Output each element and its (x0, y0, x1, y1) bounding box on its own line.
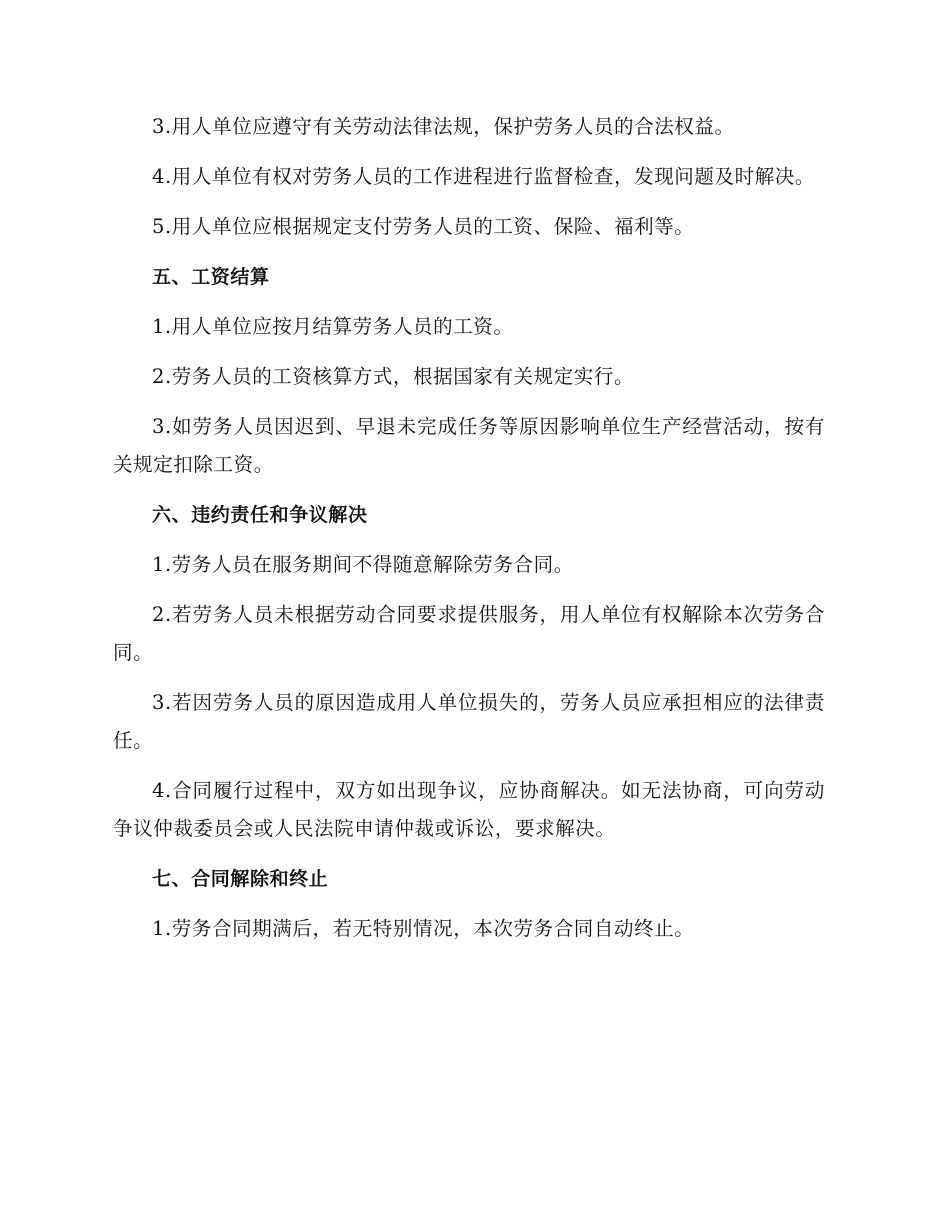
clause-wage-2: 2.劳务人员的工资核算方式，根据国家有关规定实行。 (152, 365, 635, 388)
clause-liability-2: 2.若劳务人员未根据劳动合同要求提供服务，用人单位有权解除本次劳务合同。 (113, 603, 825, 664)
clause-liability-3: 3.若因劳务人员的原因造成用人单位损失的，劳务人员应承担相应的法律责任。 (113, 691, 825, 752)
clause-liability-1: 1.劳务人员在服务期间不得随意解除劳务合同。 (152, 553, 574, 576)
clause-liability-4: 4.合同履行过程中，双方如出现争议，应协商解决。如无法协商，可向劳动争议仲裁委员会或人民法院申请仲裁或诉讼，要求解决。 (113, 779, 825, 840)
clause-wage-1: 1.用人单位应按月结算劳务人员的工资。 (152, 315, 514, 338)
section-heading-termination: 七、合同解除和终止 (152, 868, 329, 890)
clause-employer-3: 3.用人单位应遵守有关劳动法律法规，保护劳务人员的合法权益。 (152, 115, 735, 138)
clause-wage-3: 3.如劳务人员因迟到、早退未完成任务等原因影响单位生产经营活动，按有关规定扣除工资。 (113, 415, 825, 476)
document-body (113, 108, 825, 960)
section-heading-wage-settlement: 五、工资结算 (152, 266, 270, 288)
clause-termination-1: 1.劳务合同期满后，若无特别情况，本次劳务合同自动终止。 (152, 917, 695, 940)
clause-employer-5: 5.用人单位应根据规定支付劳务人员的工资、保险、福利等。 (152, 215, 695, 238)
section-heading-liability-disputes: 六、违约责任和争议解决 (152, 504, 368, 526)
clause-employer-4: 4.用人单位有权对劳务人员的工作进程进行监督检查，发现问题及时解决。 (152, 165, 816, 188)
